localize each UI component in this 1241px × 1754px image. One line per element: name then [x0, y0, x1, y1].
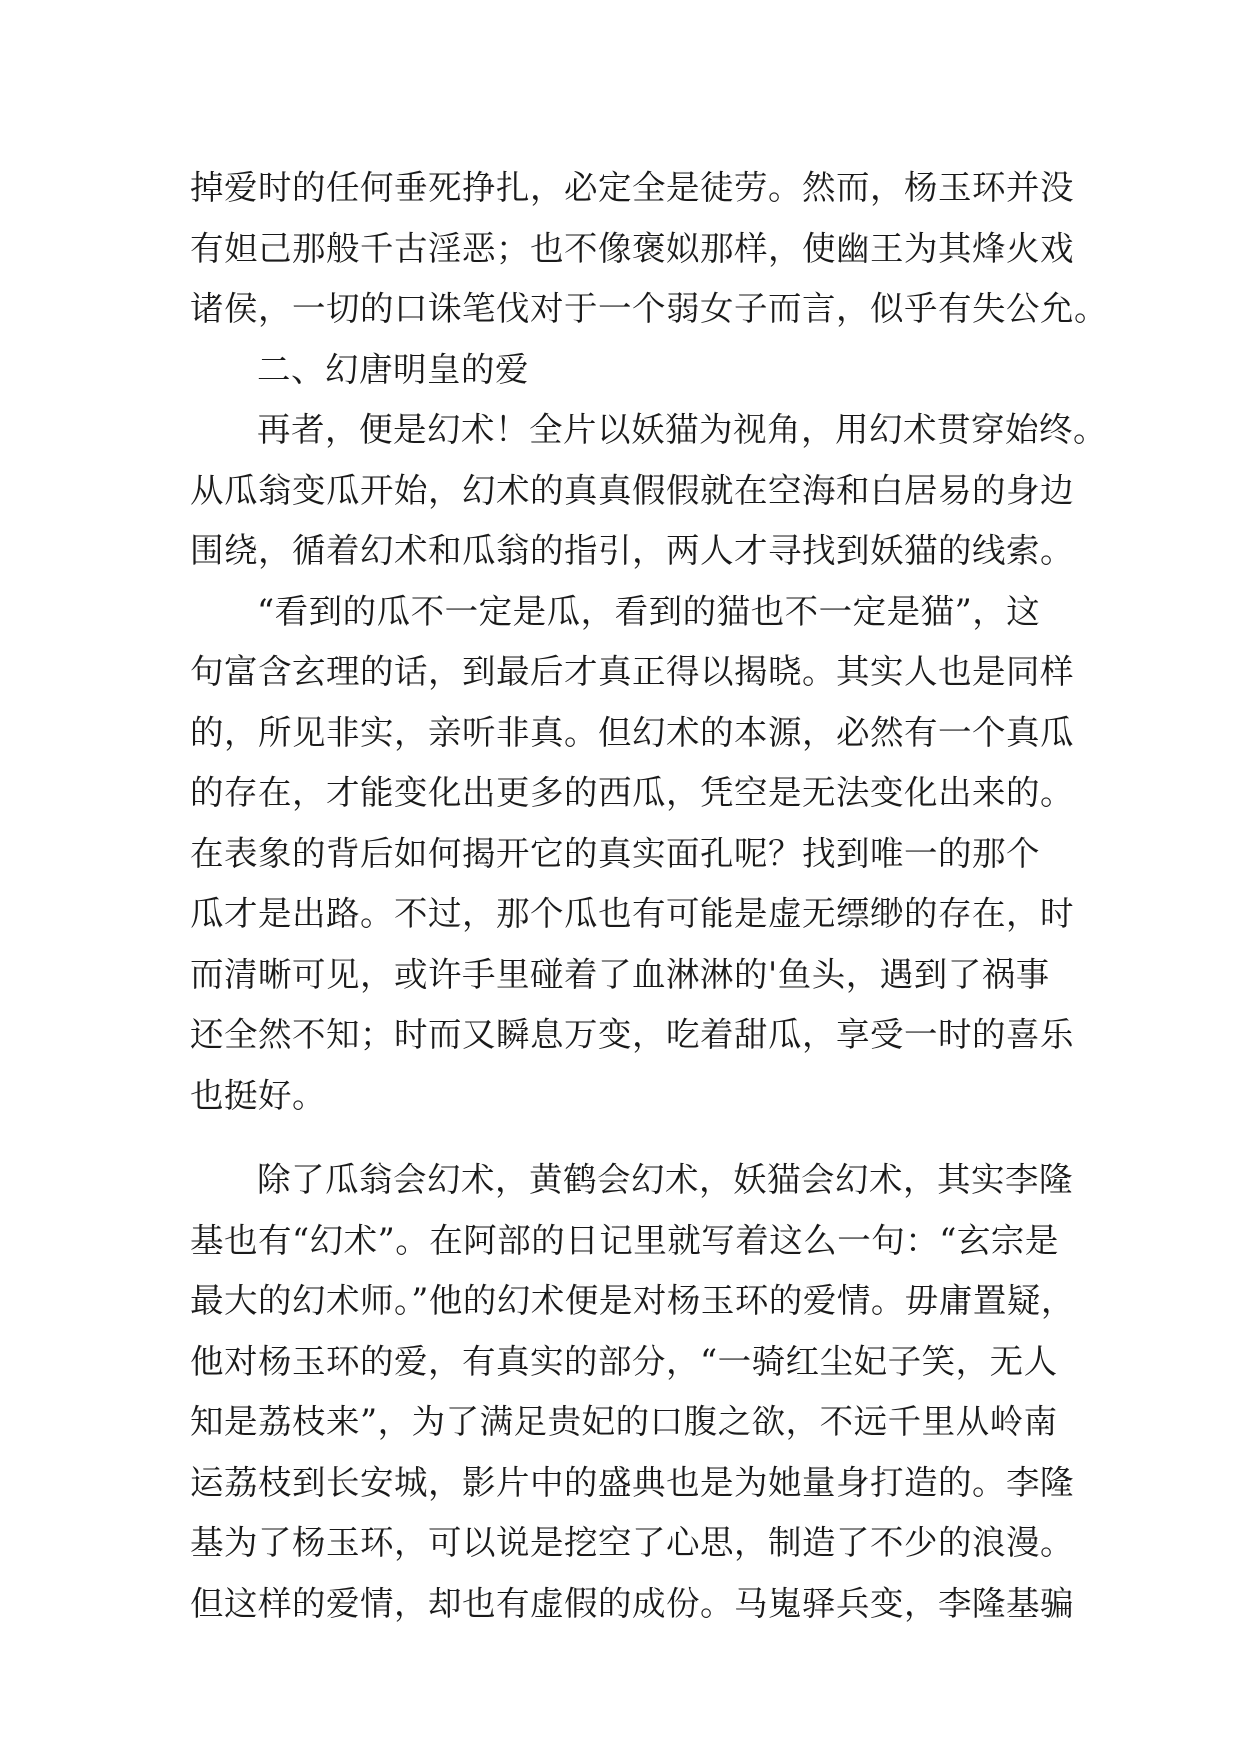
text-line: 有妲己那般千古淫恶；也不像褒姒那样，使幽王为其烽火戏 — [190, 228, 1074, 268]
text-line: 但这样的爱情，却也有虚假的成份。马嵬驿兵变，李隆基骗 — [190, 1583, 1074, 1623]
document-body — [190, 158, 1108, 1634]
text-line: 最大的幻术师。”他的幻术便是对杨玉环的爱情。毋庸置疑， — [190, 1281, 1075, 1320]
text-line: 诸侯，一切的口诛笔伐对于一个弱女子而言，似乎有失公允。 — [190, 289, 1108, 328]
text-line: 他对杨玉环的爱，有真实的部分，“一骑红尘妃子笑，无人 — [190, 1341, 1058, 1381]
text-line: 的，所见非实，亲听非真。但幻术的本源，必然有一个真瓜 — [190, 712, 1074, 752]
text-line: “看到的瓜不一定是瓜，看到的猫也不一定是猫”，这 — [257, 591, 1041, 631]
text-line: 运荔枝到长安城，影片中的盛典也是为她量身打造的。李隆 — [190, 1462, 1074, 1502]
section-heading: 二、幻唐明皇的爱 — [257, 349, 529, 389]
text-line: 围绕，循着幻术和瓜翁的指引，两人才寻找到妖猫的线索。 — [190, 531, 1074, 570]
text-line: 掉爱时的任何垂死挣扎，必定全是徒劳。然而，杨玉环并没 — [190, 168, 1074, 207]
text-line: 再者，便是幻术！全片以妖猫为视角，用幻术贯穿始终。 — [257, 410, 1107, 449]
text-line: 句富含玄理的话，到最后才真正得以揭晓。其实人也是同样 — [190, 652, 1074, 691]
text-line: 从瓜翁变瓜开始，幻术的真真假假就在空海和白居易的身边 — [190, 470, 1074, 510]
text-line: 也挺好。 — [190, 1075, 326, 1115]
text-line: 知是荔枝来”，为了满足贵妃的口腹之欲，不远千里从岭南 — [190, 1402, 1058, 1441]
text-line: 基为了杨玉环，可以说是挖空了心思，制造了不少的浪漫。 — [190, 1523, 1074, 1562]
text-line: 在表象的背后如何揭开它的真实面孔呢？找到唯一的那个 — [190, 833, 1040, 873]
text-line: 瓜才是出路。不过，那个瓜也有可能是虚无缥缈的存在，时 — [190, 894, 1074, 933]
text-line: 的存在，才能变化出更多的西瓜，凭空是无法变化出来的。 — [190, 773, 1074, 812]
text-line: 还全然不知；时而又瞬息万变，吃着甜瓜，享受一时的喜乐 — [190, 1015, 1074, 1054]
text-line: 基也有“幻术”。在阿部的日记里就写着这么一句：“玄宗是 — [190, 1220, 1059, 1260]
text-line: 而清晰可见，或许手里碰着了血淋淋的'鱼头，遇到了祸事 — [190, 954, 1050, 994]
text-line: 除了瓜翁会幻术，黄鹤会幻术，妖猫会幻术，其实李隆 — [257, 1160, 1073, 1199]
paragraph-gap — [190, 1126, 1050, 1150]
